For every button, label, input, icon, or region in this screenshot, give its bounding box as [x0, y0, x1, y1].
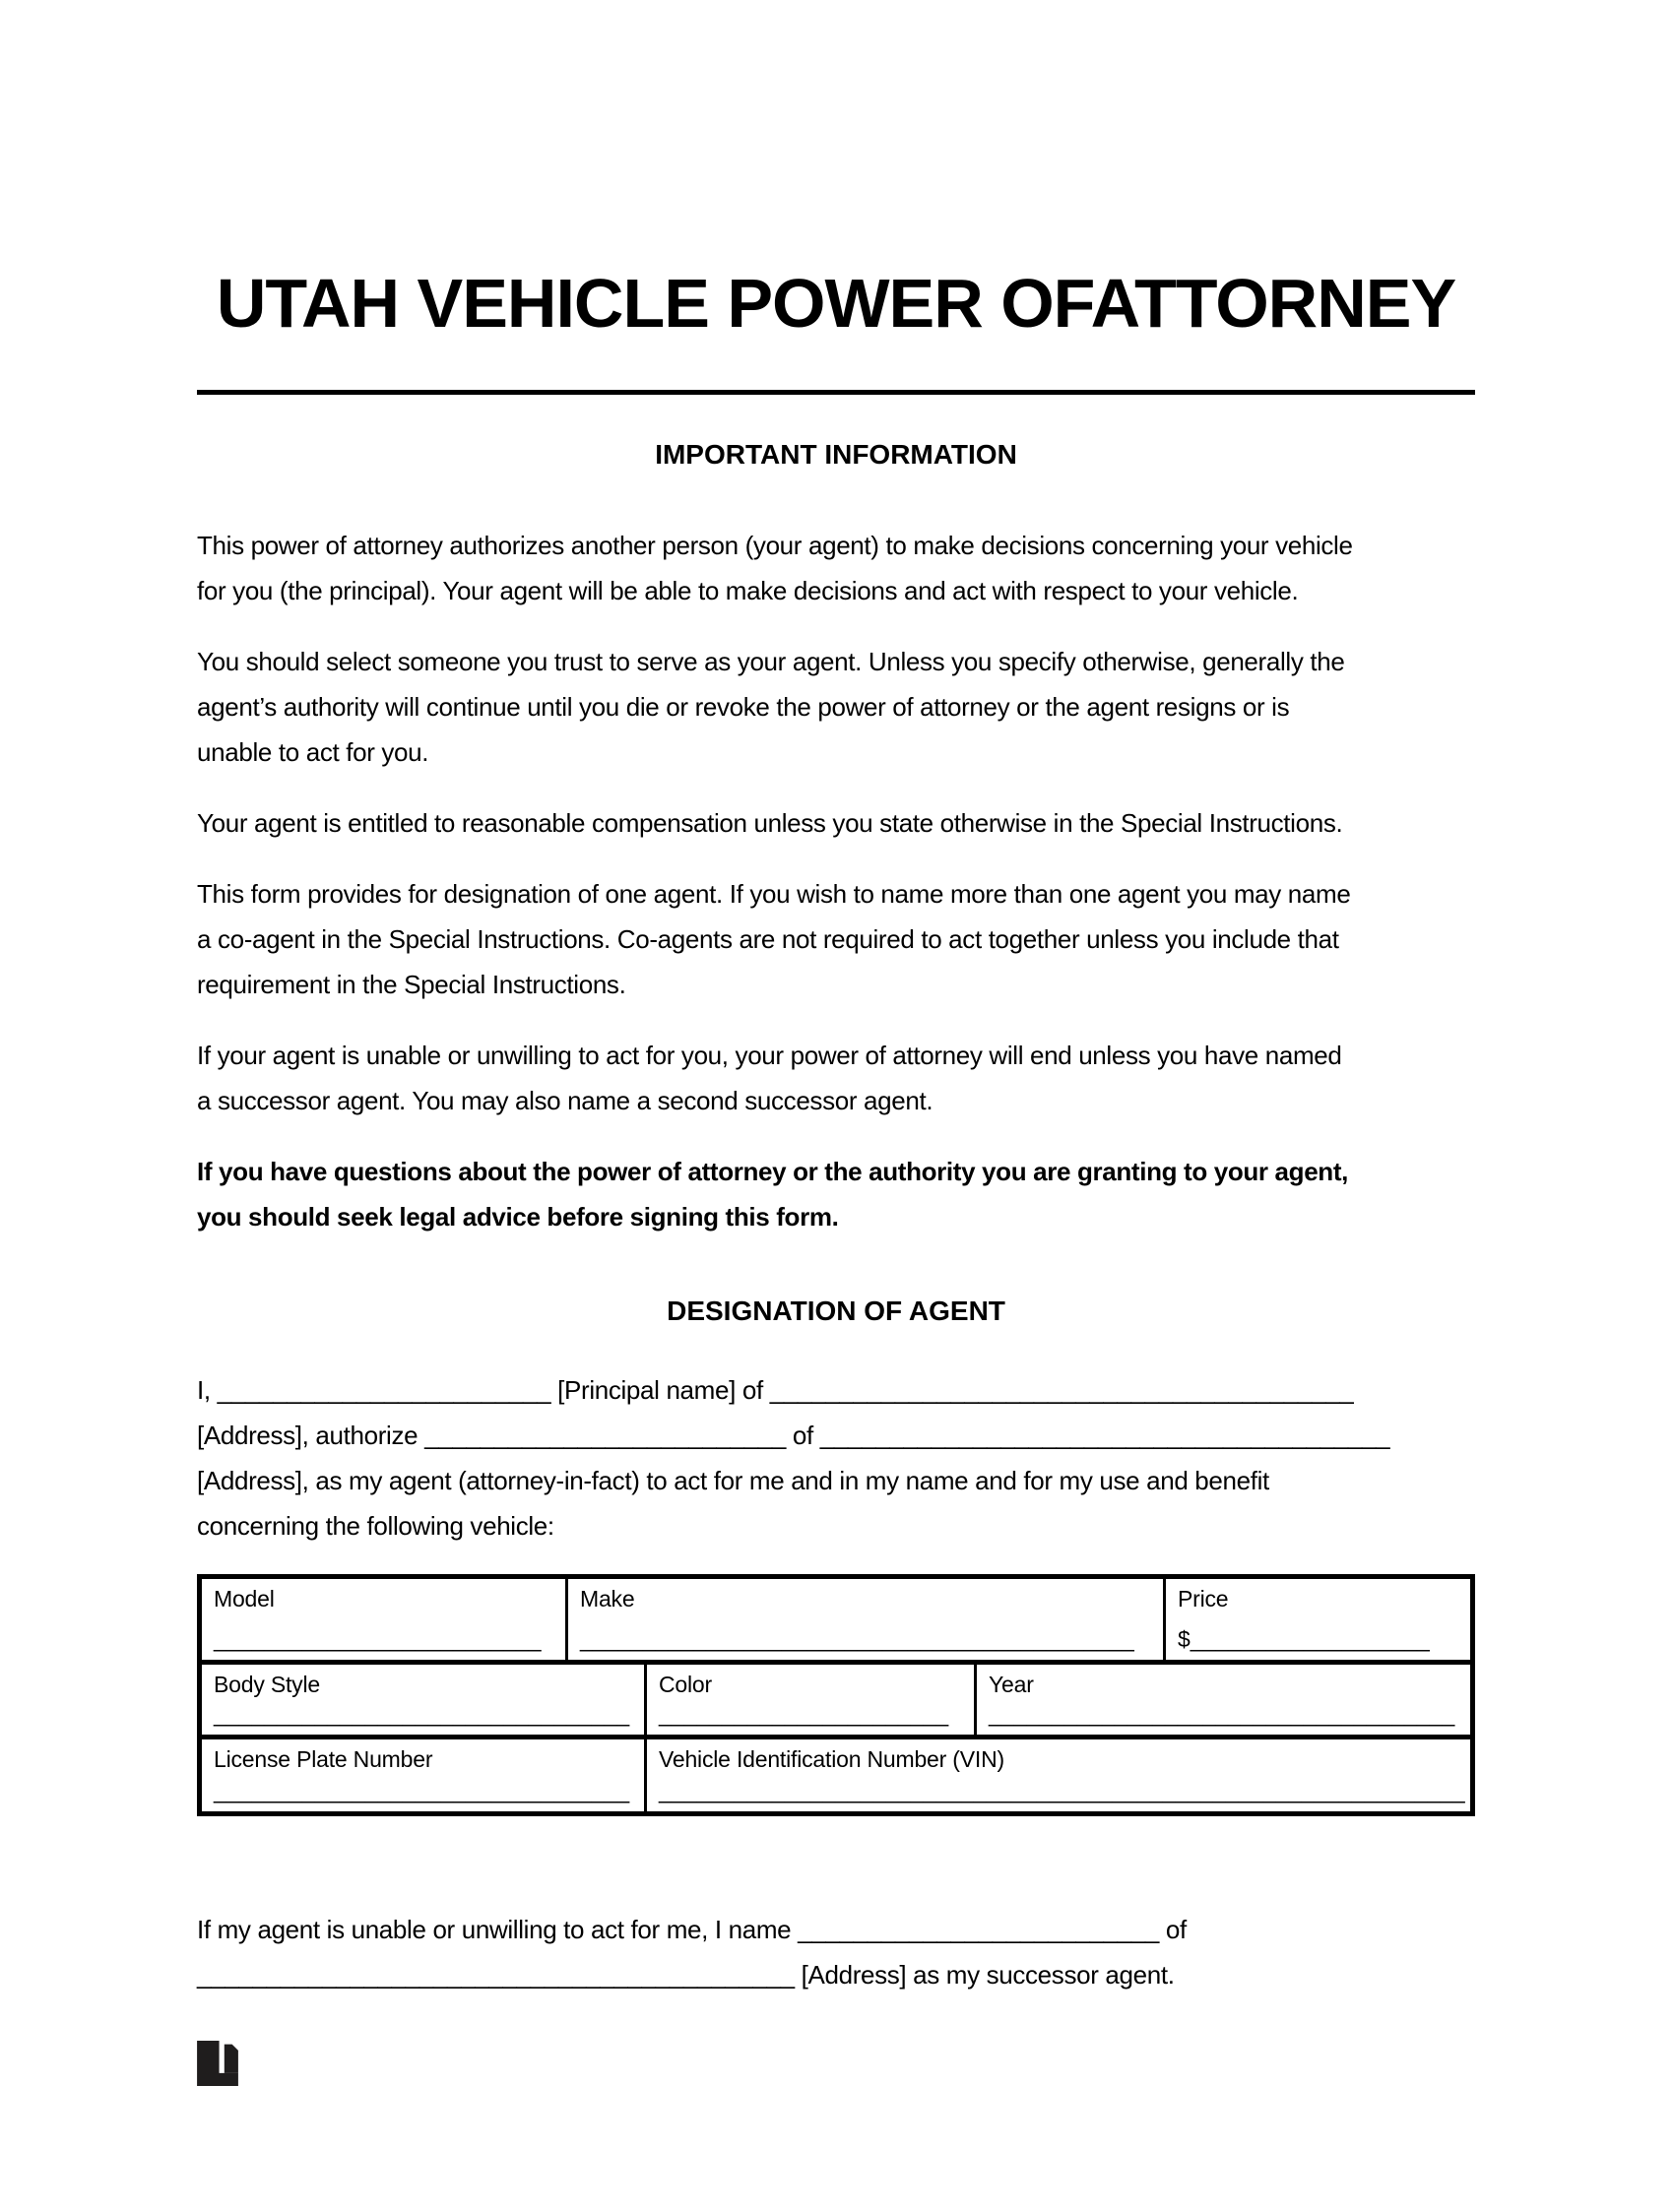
page-title-line-1: UTAH VEHICLE POWER OF	[216, 264, 1091, 342]
principal-name-blank[interactable]: ________________________	[217, 1374, 551, 1405]
agent-name-blank[interactable]: __________________________	[424, 1420, 786, 1450]
price-cell	[1163, 1579, 1470, 1660]
paragraph-legal-advice	[197, 1149, 1475, 1239]
year-blank[interactable]: _____________________________________	[989, 1700, 1455, 1727]
paragraph-compensation	[197, 800, 1475, 846]
legal-templates-logo-icon	[197, 2041, 238, 2086]
vin-cell	[644, 1739, 1470, 1811]
license-plate-cell	[202, 1739, 644, 1811]
principal-name-tag: [Principal name] of	[550, 1374, 770, 1405]
make-blank[interactable]: ____________________________________________	[580, 1625, 1134, 1652]
year-label: Year	[989, 1671, 1034, 1697]
agent-address-blank[interactable]: _________________________________________	[819, 1420, 1390, 1450]
successor-line-2	[197, 1952, 1475, 1997]
intro-line-3: [Address], as my agent (attorney-in-fact) to act for me and in my name and for my use and benefit	[197, 1465, 1269, 1495]
text-line: If your agent is unable or unwilling to act for you, your power of attorney will end unless you have named	[197, 1040, 1342, 1070]
successor-address-blank[interactable]: ___________________________________________	[197, 1959, 795, 1990]
designation-of-agent-heading: DESIGNATION OF AGENT	[667, 1295, 1005, 1326]
document-page	[0, 46, 1674, 2212]
successor-agent-paragraph	[197, 1907, 1475, 1997]
license-plate-blank[interactable]: _________________________________	[214, 1777, 630, 1803]
paragraph-co-agent	[197, 871, 1475, 1007]
dollar-sign: $	[1178, 1625, 1191, 1652]
successor-line-1-text: If my agent is unable or unwilling to act for me, I name	[197, 1914, 799, 1944]
successor-line-1	[197, 1907, 1475, 1952]
color-label: Color	[659, 1671, 712, 1697]
body-style-label: Body Style	[214, 1671, 320, 1697]
body-style-blank[interactable]: _________________________________	[214, 1700, 630, 1727]
text-line: for you (the principal). Your agent will be able to make decisions and act with respect to your vehicle.	[197, 575, 1299, 605]
successor-line-1-of: of	[1159, 1914, 1187, 1944]
successor-line-2-text: [Address] as my successor agent.	[794, 1959, 1175, 1990]
price-blank[interactable]: ___________________	[1190, 1625, 1430, 1652]
vin-blank[interactable]: ________________________________________________________________	[659, 1777, 1465, 1803]
table-row	[202, 1660, 1470, 1735]
year-cell	[974, 1665, 1470, 1735]
text-line: unable to act for you.	[197, 736, 429, 767]
model-label: Model	[214, 1585, 275, 1612]
text-line: This power of attorney authorizes another person (your agent) to make decisions concerning your vehicle	[197, 530, 1353, 560]
paragraph-authorization	[197, 523, 1475, 613]
page-title	[197, 46, 1475, 344]
text-line: If you have questions about the power of attorney or the authority you are granting to your agent,	[197, 1156, 1349, 1186]
intro-line-2-of: of	[785, 1420, 820, 1450]
text-line: a successor agent. You may also name a second successor agent.	[197, 1085, 934, 1115]
intro-line-2-text: [Address], authorize	[197, 1420, 425, 1450]
text-line: You should select someone you trust to serve as your agent. Unless you specify otherwise, generally the	[197, 646, 1345, 676]
intro-line-1	[197, 1367, 1475, 1413]
principal-address-blank[interactable]: __________________________________________	[769, 1374, 1354, 1405]
model-blank[interactable]: __________________________	[214, 1625, 542, 1652]
table-row	[202, 1579, 1470, 1660]
make-label: Make	[580, 1585, 635, 1612]
important-information-heading: IMPORTANT INFORMATION	[655, 438, 1017, 470]
intro-line-4: concerning the following vehicle:	[197, 1510, 554, 1541]
designation-intro	[197, 1367, 1475, 1548]
body-style-cell	[202, 1665, 644, 1735]
text-line: This form provides for designation of one agent. If you wish to name more than one agent you may name	[197, 878, 1351, 909]
page-title-line-2: ATTORNEY	[1090, 264, 1456, 342]
table-row	[202, 1735, 1470, 1811]
title-divider	[197, 390, 1475, 395]
intro-line-1-text: I,	[197, 1374, 218, 1405]
text-line: you should seek legal advice before signing this form.	[197, 1201, 839, 1232]
successor-name-blank[interactable]: __________________________	[798, 1914, 1159, 1944]
paragraph-successor-info	[197, 1033, 1475, 1123]
color-cell	[644, 1665, 974, 1735]
text-line: a co-agent in the Special Instructions. Co-agents are not required to act together unless you include that	[197, 923, 1339, 954]
paragraph-agent-selection	[197, 639, 1475, 775]
intro-line-2	[197, 1413, 1475, 1458]
text-line: agent’s authority will continue until you die or revoke the power of attorney or the agent resigns or is	[197, 691, 1290, 722]
text-line: requirement in the Special Instructions.	[197, 969, 626, 999]
price-label: Price	[1178, 1585, 1229, 1612]
make-cell	[565, 1579, 1163, 1660]
license-plate-label: License Plate Number	[214, 1745, 433, 1772]
footer-logo-area	[197, 2041, 1475, 2086]
vin-label: Vehicle Identification Number (VIN)	[659, 1745, 1004, 1772]
color-blank[interactable]: _______________________	[659, 1700, 949, 1727]
model-cell	[202, 1579, 565, 1660]
vehicle-details-table	[197, 1574, 1475, 1816]
text-line: Your agent is entitled to reasonable compensation unless you state otherwise in the Special Instructions.	[197, 807, 1343, 838]
price-line	[1178, 1626, 1458, 1652]
